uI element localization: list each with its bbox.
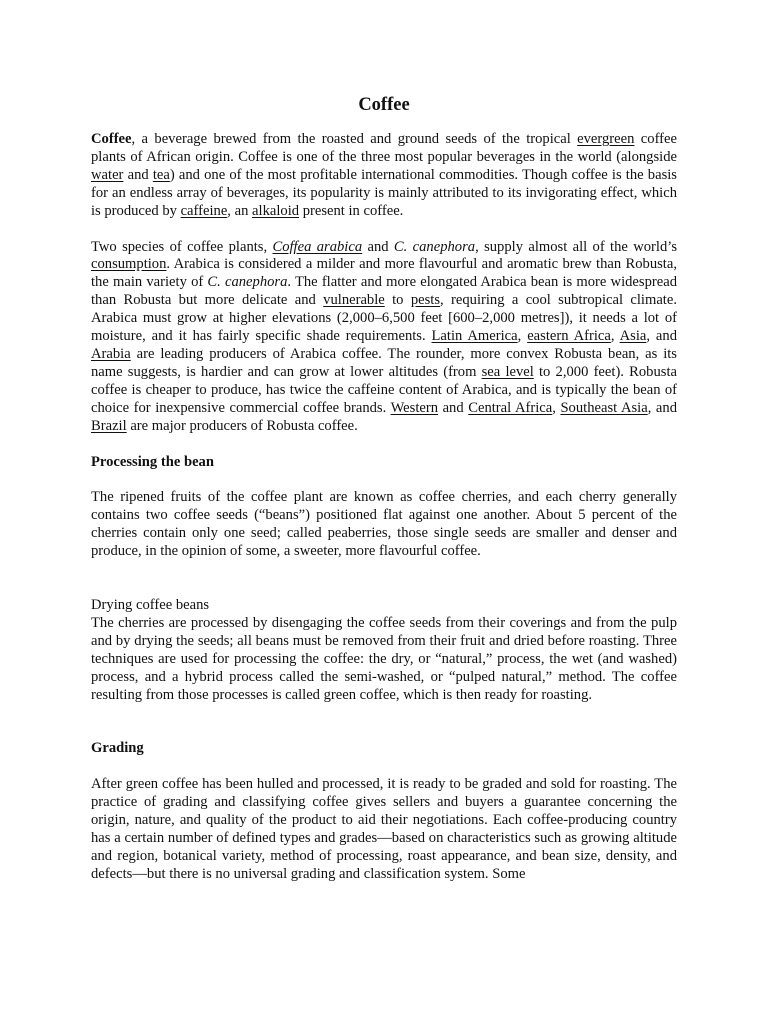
link-eastern-africa[interactable]: eastern Africa	[527, 328, 611, 345]
link-central-africa[interactable]: Central Africa	[468, 399, 553, 416]
page-title: Coffee	[358, 95, 410, 115]
link-pests[interactable]: pests	[410, 292, 441, 309]
link-sea-level[interactable]: sea level	[481, 363, 534, 380]
link-western[interactable]: Western	[390, 399, 439, 416]
section-heading-processing: Processing the bean	[91, 453, 214, 470]
intro-paragraph: Coffee, a beverage brewed from the roasted and ground seeds of the tropical evergreen coffee plants of African origin. Coffee is one of the three most popular beverages in the world (alongside water and tea) and one of the most profitable international commodities. Though coffee is the basis for an endless array of beverages, its popularity is mainly attributed to its invigorating effect, which is produced by caffeine, an alkaloid present in coffee.	[91, 131, 677, 219]
link-water[interactable]: water	[91, 166, 124, 183]
processing-paragraph: The ripened fruits of the coffee plant are known as coffee cherries, and each cherry generally contains two coffee seeds (“beans”) positioned flat against one another. About 5 percent of the cherries contain only one seed; called peaberries, those single seeds are smaller and denser and produce, in the opinion of some, a sweeter, more flavourful coffee.	[91, 489, 677, 560]
link-evergreen[interactable]: evergreen	[577, 131, 635, 147]
link-asia[interactable]: Asia	[619, 328, 647, 345]
link-brazil[interactable]: Brazil	[91, 417, 127, 434]
link-caffeine[interactable]: caffeine	[180, 202, 228, 219]
link-consumption[interactable]: consumption	[91, 256, 167, 273]
term-canephora-2: C. canephora	[207, 274, 288, 291]
section-heading-drying: Drying coffee beans	[91, 597, 210, 614]
term-coffee: Coffee	[91, 131, 132, 147]
section-heading-grading: Grading	[91, 740, 144, 757]
link-arabia[interactable]: Arabia	[91, 345, 131, 362]
link-vulnerable[interactable]: vulnerable	[323, 292, 385, 309]
link-alkaloid[interactable]: alkaloid	[252, 202, 300, 219]
document-page	[91, 0, 677, 1024]
term-canephora: C. canephora	[393, 238, 476, 255]
species-paragraph: Two species of coffee plants, Coffea arabica and C. canephora, supply almost all of the world’s consumption. Arabica is considered a milder and more flavourful and aromatic brew than Robusta, the main variety of C. canephora. The flatter and more elongated Arabica bean is more widespread than Robusta but more delicate and vulnerable to pests, requiring a cool subtropical climate. Arabica must grow at higher elevations (2,000–6,500 feet [600–2,000 metres]), it needs a lot of moisture, and it has fairly specific shade requirements. Latin America, eastern Africa, Asia, and Arabia are leading producers of Arabica coffee. The rounder, more convex Robusta bean, as its name suggests, is hardier and can grow at lower altitudes (from sea level to 2,000 feet). Robusta coffee is cheaper to produce, has twice the caffeine content of Arabica, and is typically the bean of choice for inexpensive commercial coffee brands. Western and Central Africa, Southeast Asia, and Brazil are major producers of Robusta coffee.	[91, 238, 677, 434]
link-tea[interactable]: tea	[152, 166, 170, 183]
drying-paragraph: The cherries are processed by disengaging the coffee seeds from their coverings and from the pulp and by drying the seeds; all beans must be removed from their fruit and dried before roasting. Three techniques are used for processing the coffee: the dry, or “natural,” process, the wet (and washed) process, and a hybrid process called the semi-washed, or “pulped natural,” method. The coffee resulting from those processes is called green coffee, which is then ready for roasting.	[91, 614, 677, 703]
link-coffea-arabica[interactable]: Coffea arabica	[272, 238, 363, 255]
grading-paragraph: After green coffee has been hulled and processed, it is ready to be graded and sold for roasting. The practice of grading and classifying coffee gives sellers and buyers a guarantee concerning the origin, nature, and quality of the product to aid their negotiations. Each coffee-producing country has a certain number of defined types and grades—based on characteristics such as growing altitude and region, botanical variety, method of processing, roast appearance, and bean size, density, and defects—but there is no universal grading and classification system. Some	[91, 776, 677, 882]
link-latin-america[interactable]: Latin America	[431, 328, 518, 345]
link-southeast-asia[interactable]: Southeast Asia	[560, 399, 648, 416]
